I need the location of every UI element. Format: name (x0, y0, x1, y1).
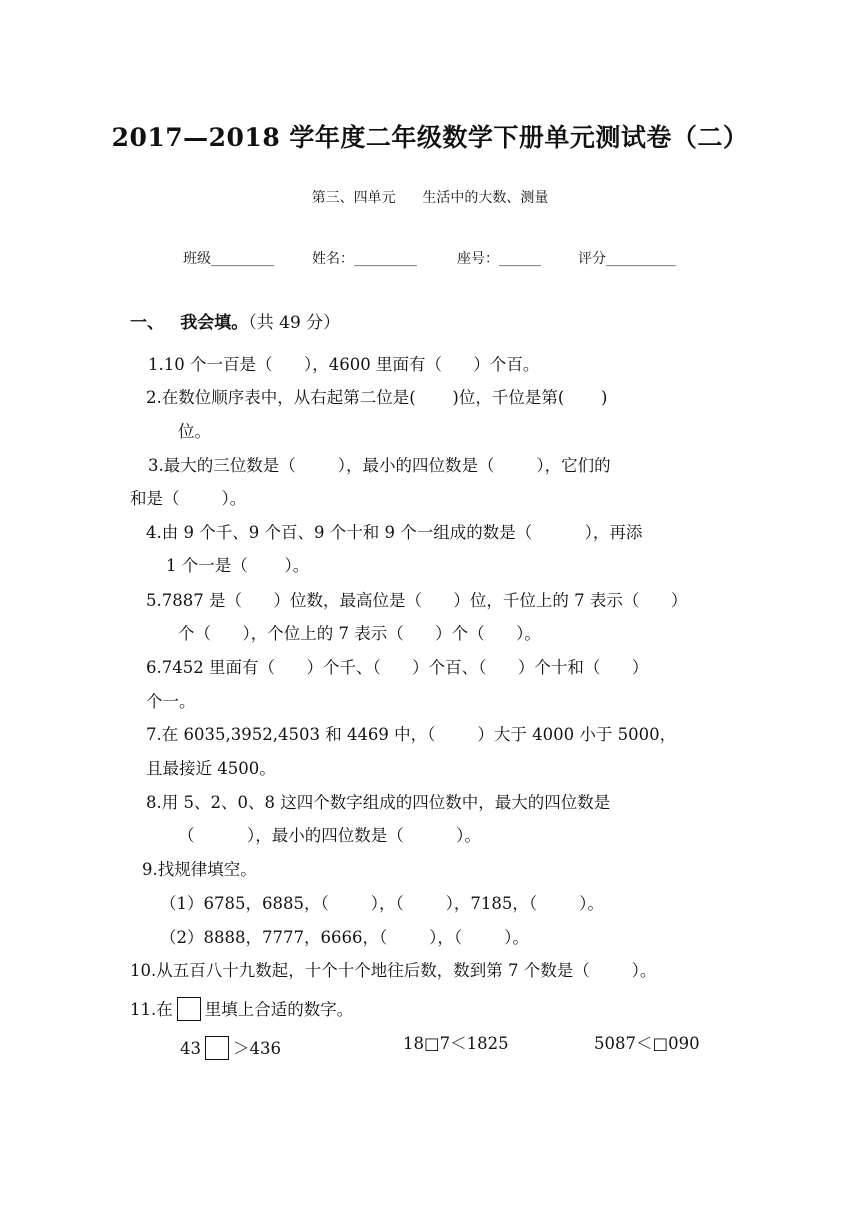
section-title: 我会填。 (180, 313, 249, 333)
question-9-part-1: （1）6785，6885，（ ），（ ），7185，（ ）。 (160, 894, 604, 913)
question-3-line-1: 3.最大的三位数是（ ），最小的四位数是（ ），它们的 (148, 456, 611, 475)
class-field: 班级_________ (183, 251, 274, 267)
page-subtitle: 第三、四单元 生活中的大数、测量 (311, 190, 549, 206)
answer-box (177, 997, 201, 1021)
question-5-line-1: 5.7887 是（ ）位数，最高位是（ ）位，千位上的 7 表示（ ） (146, 591, 688, 610)
question-3-line-2: 和是（ ）。 (130, 489, 247, 508)
answer-box (205, 1036, 229, 1060)
question-11-suffix: 里填上合适的数字。 (204, 1000, 354, 1019)
section-number: 一、 (130, 313, 164, 333)
question-2-line-1: 2.在数位顺序表中，从右起第二位是( )位，千位是第( ) (146, 388, 608, 407)
question-10: 10.从五百八十九数起，十个十个地往后数，数到第 7 个数是（ ）。 (130, 961, 657, 980)
page-title: 2017—2018 学年度二年级数学下册单元测试卷（二） (111, 123, 749, 152)
name-field: 姓名：_________ (312, 251, 417, 267)
question-1: 1.10 个一百是（ ），4600 里面有（ ）个百。 (148, 355, 540, 374)
question-11-item-b: 18□7＜1825 (403, 1034, 509, 1053)
question-4-line-1: 4.由 9 个千、9 个百、9 个十和 9 个一组成的数是（ ），再添 (146, 523, 643, 542)
question-6-line-2: 个一。 (146, 692, 196, 711)
question-11-prefix: 11.在 (130, 1000, 173, 1019)
question-11 (130, 997, 353, 1021)
item-a-prefix: 43 (180, 1039, 201, 1058)
section-heading (130, 308, 340, 333)
question-8-line-1: 8.用 5、2、0、8 这四个数字组成的四位数中，最大的四位数是 (146, 793, 611, 812)
question-11-item-a (180, 1036, 281, 1060)
question-5-line-2: 个（ ），个位上的 7 表示（ ）个（ ）。 (178, 624, 541, 643)
section-points: （共 49 分） (248, 313, 341, 333)
question-6-line-1: 6.7452 里面有（ ）个千、（ ）个百、（ ）个十和（ ） (146, 658, 649, 677)
question-8-line-2: （ ），最小的四位数是（ ）。 (178, 826, 481, 845)
question-9: 9.找规律填空。 (142, 860, 257, 879)
question-9-part-2: （2）8888，7777，6666，（ ），（ ）。 (160, 928, 529, 947)
seat-field: 座号：______ (457, 251, 541, 267)
question-7-line-1: 7.在 6035,3952,4503 和 4469 中，（ ）大于 4000 小于 5000， (146, 725, 677, 744)
score-field: 评分__________ (578, 251, 676, 267)
question-2-line-2: 位。 (178, 422, 211, 441)
item-a-suffix: ＞436 (233, 1039, 281, 1058)
question-7-line-2: 且最接近 4500。 (146, 759, 276, 778)
question-4-line-2: 1 个一是（ ）。 (166, 556, 310, 575)
question-11-item-c: 5087＜□090 (594, 1034, 700, 1053)
